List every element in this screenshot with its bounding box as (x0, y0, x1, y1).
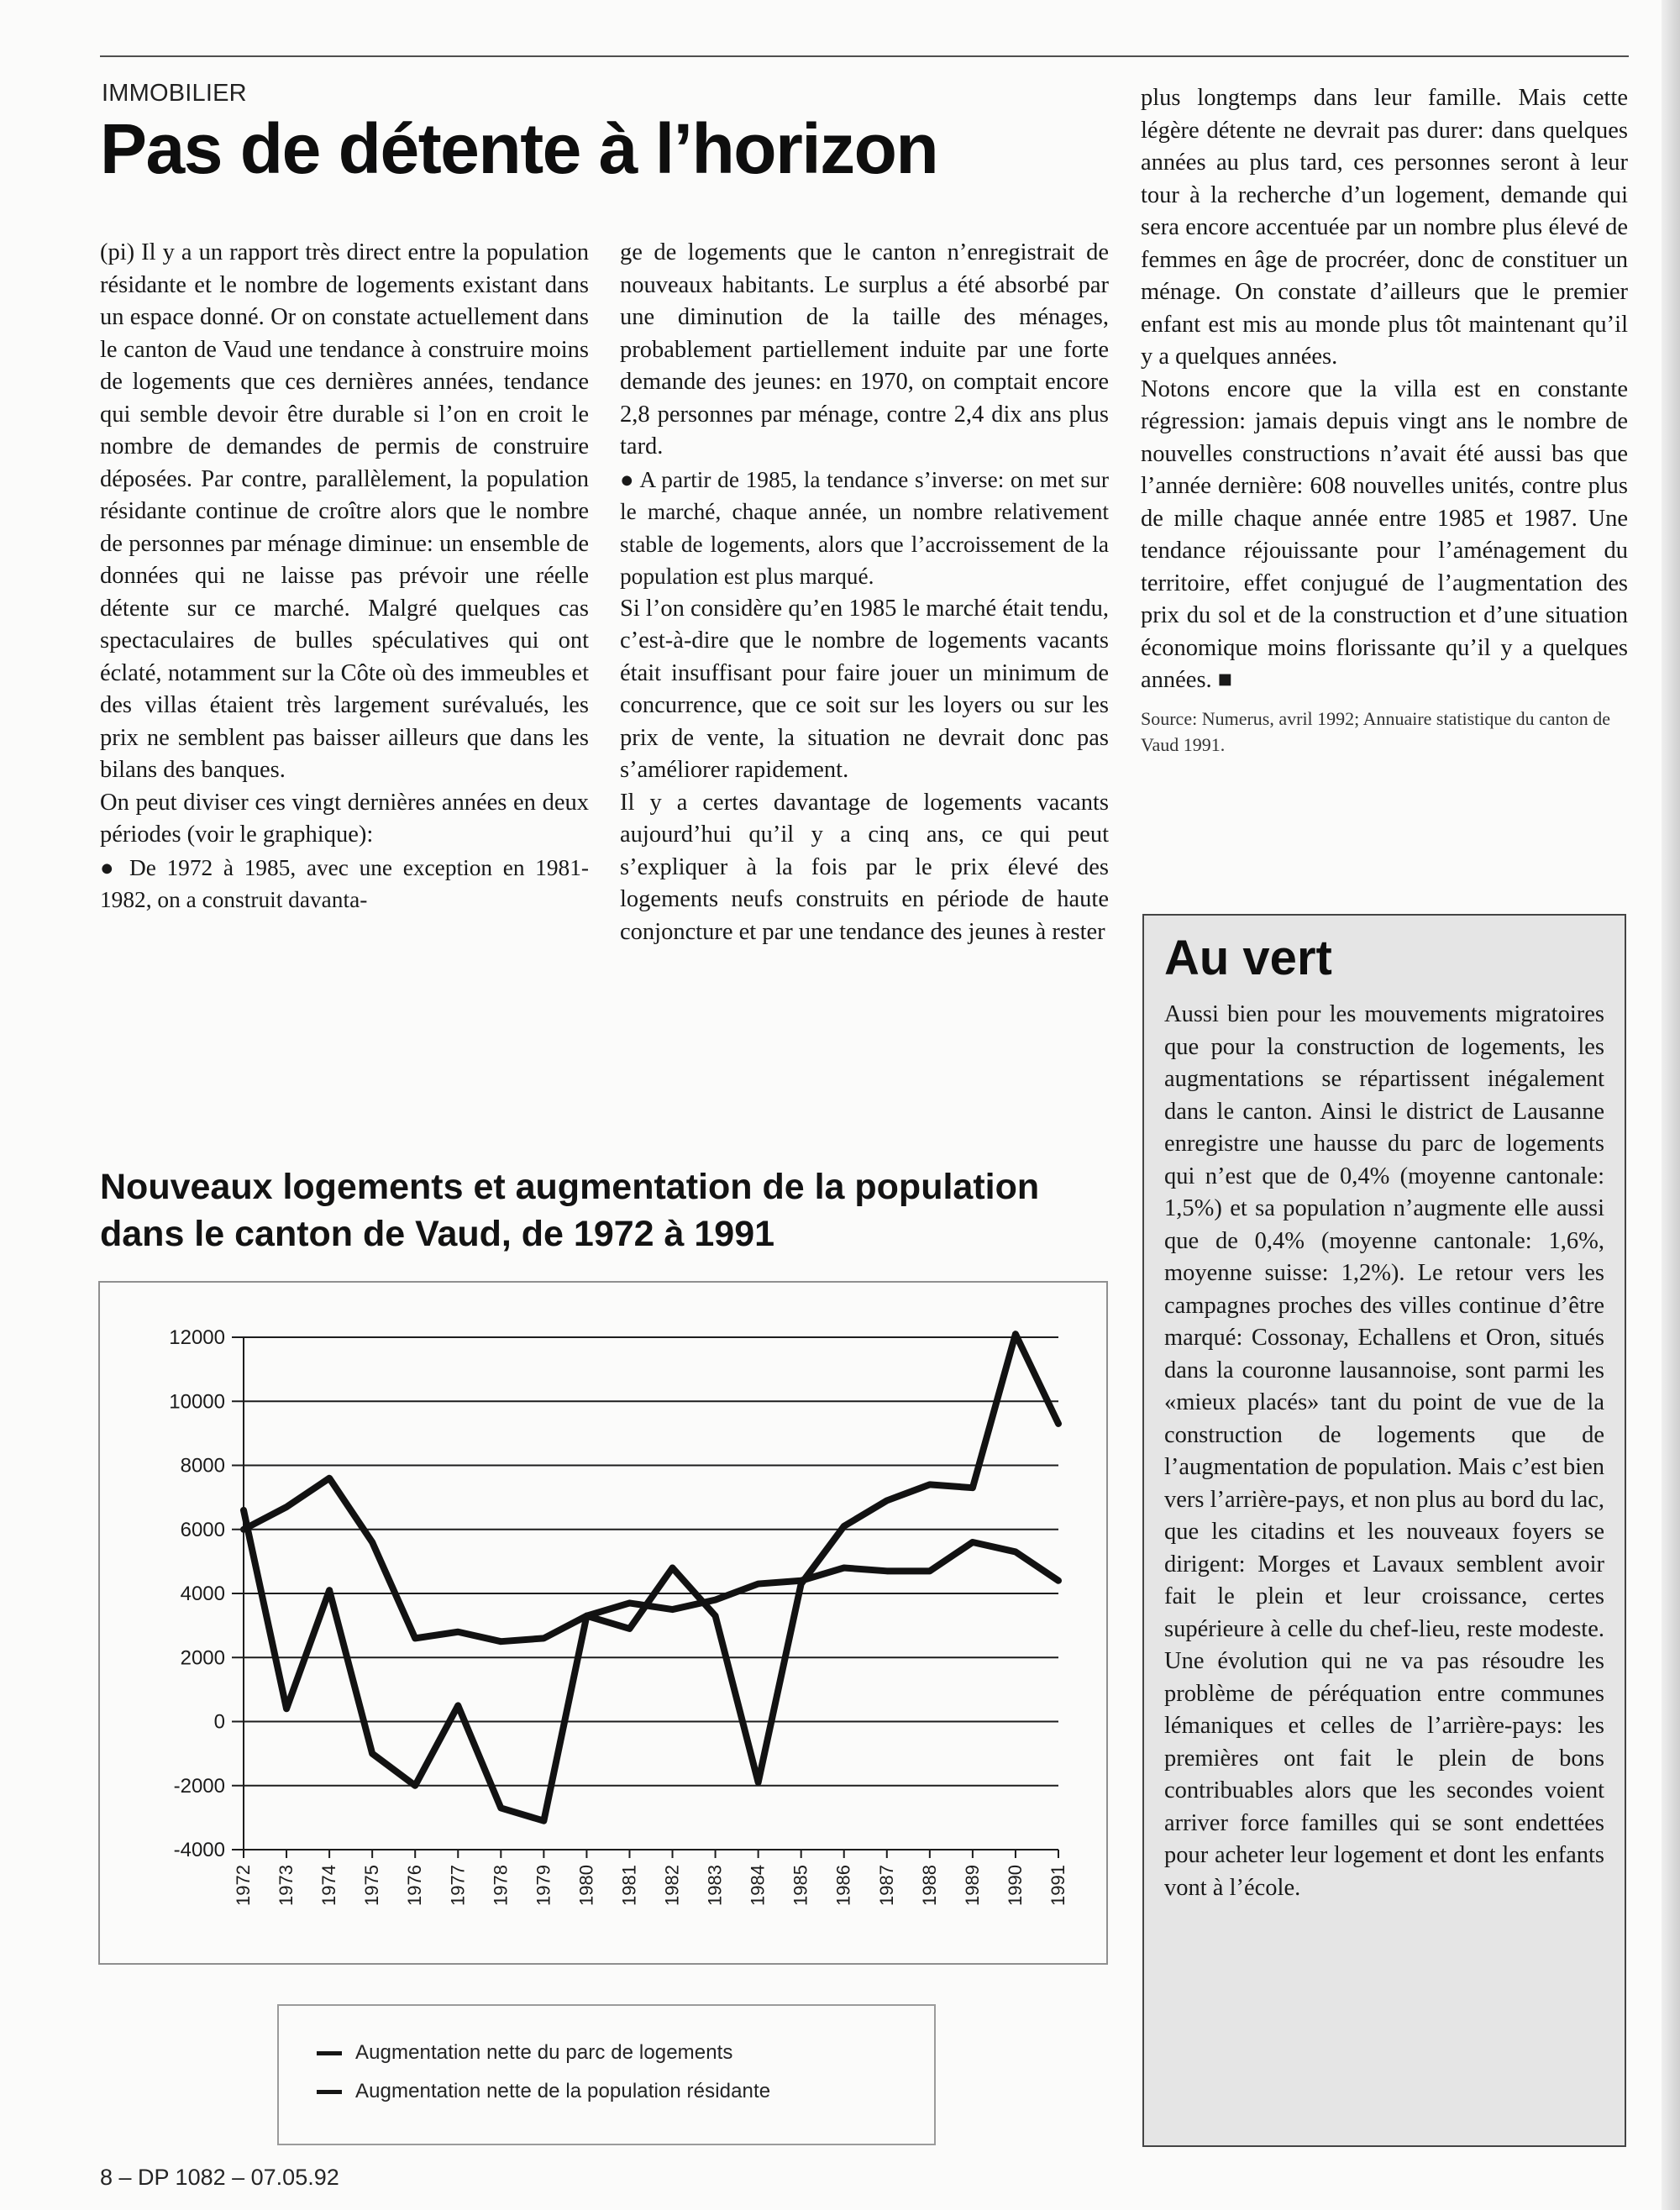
series-point-housing (672, 1609, 674, 1610)
x-tick-label: 1975 (361, 1865, 383, 1906)
legend-line-population (317, 2090, 342, 2094)
series-point-housing (457, 1631, 459, 1633)
x-tick-label: 1972 (233, 1865, 254, 1906)
legend-item-population (317, 2080, 770, 2103)
y-tick-label: 2000 (180, 1646, 225, 1670)
middle-paragraph-2: ● A partir de 1985, la tendance s’inverse: on met sur le marché, chaque année, un nombre relativement stable de logements, alors que l’accroissement de la population est plus marqué. (620, 466, 1109, 589)
article-middle-column (620, 237, 1109, 948)
article-headline: Pas de détente à l’horizon (100, 109, 938, 188)
legend-item-housing (317, 2041, 733, 2065)
chart-title-line-2: dans le canton de Vaud, de 1972 à 1991 (100, 1214, 775, 1254)
series-point-housing (500, 1640, 501, 1642)
y-tick-label: 10000 (169, 1390, 225, 1414)
right-paragraph-2: Notons encore que la villa est en constante régression: jamais depuis vingt ans le nombre de nouvelles constructions n’avait été aussi bas que l’année dernière: 608 nouvelles unités, contre plus de mille chaque année entre 1985 et 1987. Une tendance réjouissante pour l’aménagement du territoire, effet conjugué de l’augmentation des prix du sol et de la construction et d’une situation économique moins florissante qu’il y a quelques années. ■ (1141, 375, 1628, 693)
middle-paragraph-3: Si l’on considère qu’en 1985 le marché était tendu, c’est-à-dire que le nombre de logements vacants était insuffisant pour faire jouer un minimum de concurrence, que ce soit sur les loyers ou sur les prix de vente, la situation ne devrait donc pas s’améliorer rapidement. (620, 595, 1109, 783)
middle-paragraph-4: Il y a certes davantage de logements vacants aujourd’hui qu’il y a cinq ans, ce qui peut s’expliquer à la fois par le prix élevé des logements neufs construits en période de haute conjoncture et par une tendance des jeunes à rester (620, 789, 1109, 945)
x-tick-label: 1982 (661, 1865, 683, 1906)
x-tick-label: 1973 (276, 1865, 297, 1906)
x-tick-label: 1980 (575, 1865, 597, 1906)
y-tick-label: 0 (213, 1710, 225, 1734)
series-point-housing (371, 1541, 373, 1543)
x-tick-label: 1978 (490, 1865, 512, 1906)
series-point-housing (886, 1570, 888, 1572)
series-point-housing (286, 1506, 287, 1508)
series-point-housing (328, 1478, 330, 1479)
series-point-population (929, 1483, 931, 1485)
series-point-housing (414, 1637, 416, 1639)
y-tick-label: -4000 (173, 1839, 225, 1861)
article-right-column (1141, 82, 1628, 758)
x-tick-label: 1991 (1047, 1865, 1068, 1906)
x-tick-label: 1985 (790, 1865, 811, 1906)
x-tick-label: 1977 (447, 1865, 469, 1906)
page-footer: 8 – DP 1082 – 07.05.92 (100, 2165, 339, 2190)
series-point-population (543, 1820, 544, 1822)
chart-title (100, 1163, 1125, 1257)
legend-line-housing (317, 2051, 342, 2055)
series-point-population (672, 1567, 674, 1569)
legend-label-housing: Augmentation nette du parc de logements (355, 2041, 733, 2064)
x-tick-label: 1984 (747, 1865, 769, 1906)
x-tick-label: 1983 (704, 1865, 726, 1906)
middle-paragraph-1: ge de logements que le canton n’enregistrait de nouveaux habitants. Le surplus a été absorbé par une diminution de la taille des ménages, probablement partiellement induite par une forte demande des jeunes: en 1970, on comptait encore 2,8 personnes par ménage, contre 2,4 dix ans plus tard. (620, 239, 1109, 459)
source-note: Source: Numerus, avril 1992; Annuaire statistique du canton de Vaud 1991. (1141, 707, 1611, 755)
series-point-population (715, 1615, 717, 1617)
series-point-housing (758, 1583, 759, 1585)
x-tick-label: 1989 (961, 1865, 983, 1906)
x-tick-label: 1990 (1004, 1865, 1026, 1906)
line-chart (99, 1282, 1107, 1964)
top-rule (100, 55, 1629, 57)
left-paragraph-2: On peut diviser ces vingt dernières années en deux périodes (voir le graphique): (100, 789, 589, 848)
y-tick-label: 12000 (169, 1326, 225, 1349)
series-point-population (886, 1500, 888, 1502)
x-tick-label: 1986 (832, 1865, 854, 1906)
series-point-housing (1015, 1551, 1016, 1553)
sidebar-box (1142, 914, 1626, 2147)
section-kicker: IMMOBILIER (102, 80, 247, 107)
series-point-housing (843, 1567, 845, 1569)
chart-title-line-1: Nouveaux logements et augmentation de la population (100, 1167, 1040, 1207)
series-point-population (414, 1785, 416, 1787)
y-tick-label: 6000 (180, 1518, 225, 1541)
y-tick-label: 4000 (180, 1583, 225, 1605)
series-point-population (328, 1589, 330, 1591)
y-tick-label: -2000 (173, 1774, 225, 1798)
series-point-housing (543, 1637, 544, 1639)
series-point-population (457, 1705, 459, 1707)
y-tick-label: 8000 (180, 1454, 225, 1478)
series-point-housing (629, 1603, 631, 1604)
series-point-housing (929, 1570, 931, 1572)
x-tick-label: 1987 (875, 1865, 897, 1906)
x-tick-label: 1974 (318, 1865, 340, 1906)
series-point-population (629, 1628, 631, 1630)
series-point-population (286, 1708, 287, 1709)
series-point-housing (972, 1541, 974, 1543)
x-tick-label: 1981 (618, 1865, 640, 1906)
series-point-population (843, 1525, 845, 1527)
series-point-population (972, 1487, 974, 1488)
series-point-housing (715, 1599, 717, 1601)
series-point-population (1015, 1333, 1016, 1335)
series-point-population (371, 1753, 373, 1755)
article-left-column (100, 237, 589, 916)
x-tick-label: 1979 (533, 1865, 554, 1906)
x-tick-label: 1988 (918, 1865, 940, 1906)
series-point-population (500, 1808, 501, 1809)
sidebar-text: Aussi bien pour les mouvements migratoires que pour la construction de logements, les augmentations se répartissent inégalement dans le canton. Ainsi le district de Lausanne enregistre une hausse du parc de logements qui n’est que de 0,4% (moyenne cantonale: 1,5%) et sa population n’augmente elle aussi que de 0,4% (moyenne cantonale: 1,6%, moyenne suisse: 1,2%). Le retour vers les campagnes proches des villes continue d’être marqué: Cossonay, Echallens et Oron, situés dans la couronne lausannoise, sont parmi les «mieux placés» tant du point de vue de la construction de logements que de l’augmentation de population. Mais c’est bien vers l’arrière-pays, et non plus au bord du lac, que les citadins et les nouveaux foyers se dirigent: Morges et Lavaux semblent avoir fait le plein et leur croissance, certes supérieure à celle du chef-lieu, reste modeste. Une évolution qui ne va pas résoudre les problème de péréquation entre communes lémaniques et celles de l’arrière-pays: les premières ont fait le plein de bons contribuables alors que les secondes voient arriver force familles qui se sont endettées pour acheter leur logement et dont les enfants vont à l’école. (1164, 1001, 1604, 1901)
scan-page-edge (1662, 0, 1680, 2210)
left-paragraph-1: (pi) Il y a un rapport très direct entre la population résidante et le nombre de logements existant dans un espace donné. Or on constate actuellement dans le canton de Vaud une tendance à construire moins de logements que ces dernières années, tendance qui semble devoir être durable si l’on en croit le nombre de demandes de permis de construire déposées. Par contre, parallèlement, la population résidante continue de croître alors que le nombre de personnes par ménage diminue: un ensemble de données qui ne laisse pas prévoir une réelle détente sur ce marché. Malgré quelques cas spectaculaires de bulles spéculatives qui ont éclaté, notamment sur la Côte où des immeubles et des villas étaient très largement surévalués, les prix ne semblent pas baisser ailleurs que dans les bilans des banques. (100, 239, 589, 783)
series-point-population (243, 1509, 244, 1511)
series-point-housing (1058, 1580, 1059, 1582)
series-point-population (586, 1615, 588, 1617)
left-paragraph-3: ● De 1972 à 1985, avec une exception en 1981-1982, on a construit davanta- (100, 854, 589, 912)
series-point-population (1058, 1423, 1059, 1425)
series-point-population (801, 1583, 802, 1585)
chart-legend (277, 2004, 936, 2145)
sidebar-title: Au vert (1164, 931, 1332, 985)
right-paragraph-1: plus longtemps dans leur famille. Mais cette légère détente ne devrait pas durer: dans quelques années au plus tard, ces personnes seront à leur tour à la recherche d’un logement, demande qui sera encore accentuée par un nombre plus élevé de femmes en âge de procréer, donc de constituer un ménage. On constate d’ailleurs que le premier enfant est mis au monde plus tôt maintenant qu’il y a quelques années. (1141, 85, 1628, 370)
series-point-population (758, 1782, 759, 1783)
x-tick-label: 1976 (404, 1865, 426, 1906)
legend-label-population: Augmentation nette de la population résidante (355, 2080, 771, 2102)
